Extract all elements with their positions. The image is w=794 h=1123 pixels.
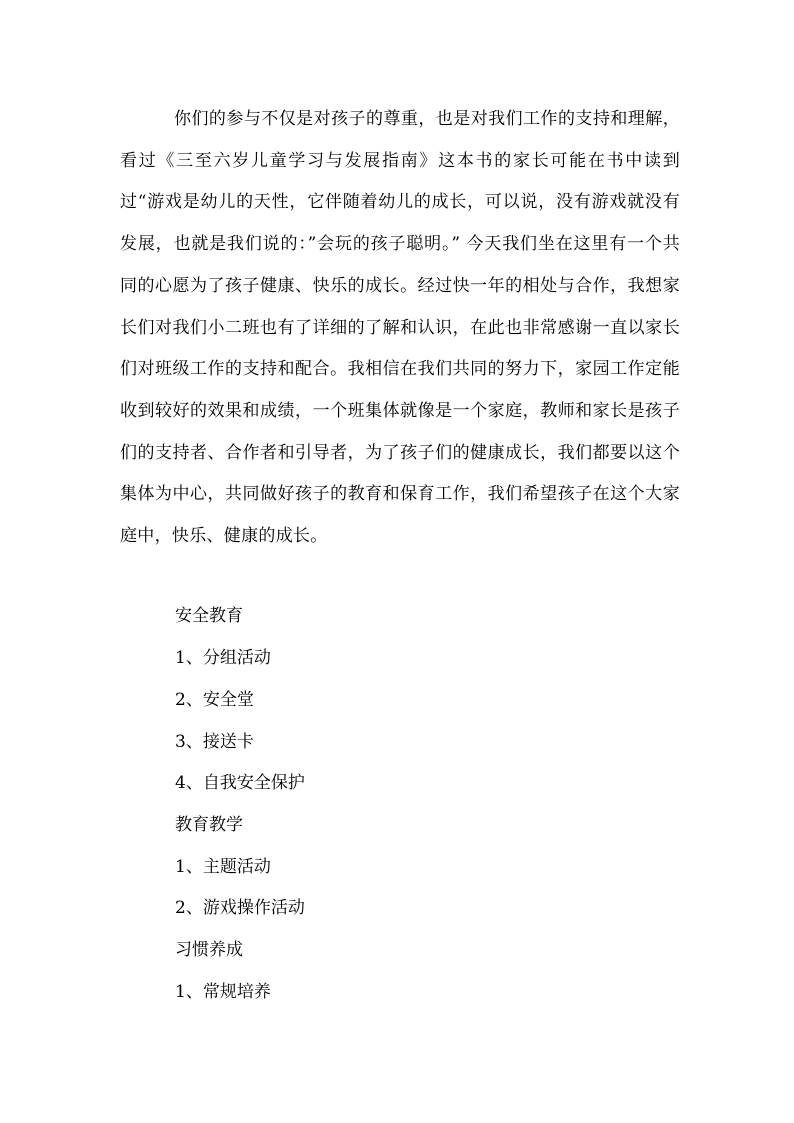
section-heading-safety: 安全教育	[175, 606, 243, 626]
section-heading-habits: 习惯养成	[175, 940, 243, 960]
list-item: 1、主题活动	[175, 857, 271, 877]
list-item: 4、自我安全保护	[175, 773, 305, 793]
list-item: 2、安全堂	[175, 690, 254, 710]
section-heading-teaching: 教育教学	[175, 815, 243, 835]
list-item: 1、常规培养	[175, 982, 271, 1002]
list-item: 3、接送卡	[175, 732, 254, 752]
list-item: 2、游戏操作活动	[175, 898, 305, 918]
body-paragraph: 你们的参与不仅是对孩子的尊重，也是对我们工作的支持和理解，看过《三至六岁儿童学习与发展指南》这本书的家长可能在书中读到过“游戏是幼儿的天性，它伴随着幼儿的成长，可以说，没有游戏就没有发展，也就是我们说的：”会玩的孩子聪明。” 今天我们坐在这里有一个共同的心愿为了孩子健康、快乐的成长。经过快一年的相处与合作，我想家长们对我们小二班也有了详细的了解和认识，在此也非常感谢一直以家长们对班级工作的支持和配合。我相信在我们共同的努力下，家园工作定能收到较好的效果和成绩，一个班集体就像是一个家庭，教师和家长是孩子们的支持者、合作者和引导者，为了孩子们的健康成长，我们都要以这个集体为中心，共同做好孩子的教育和保育工作，我们希望孩子在这个大家庭中，快乐、健康的成长。	[120, 109, 680, 547]
list-item: 1、分组活动	[175, 648, 271, 668]
